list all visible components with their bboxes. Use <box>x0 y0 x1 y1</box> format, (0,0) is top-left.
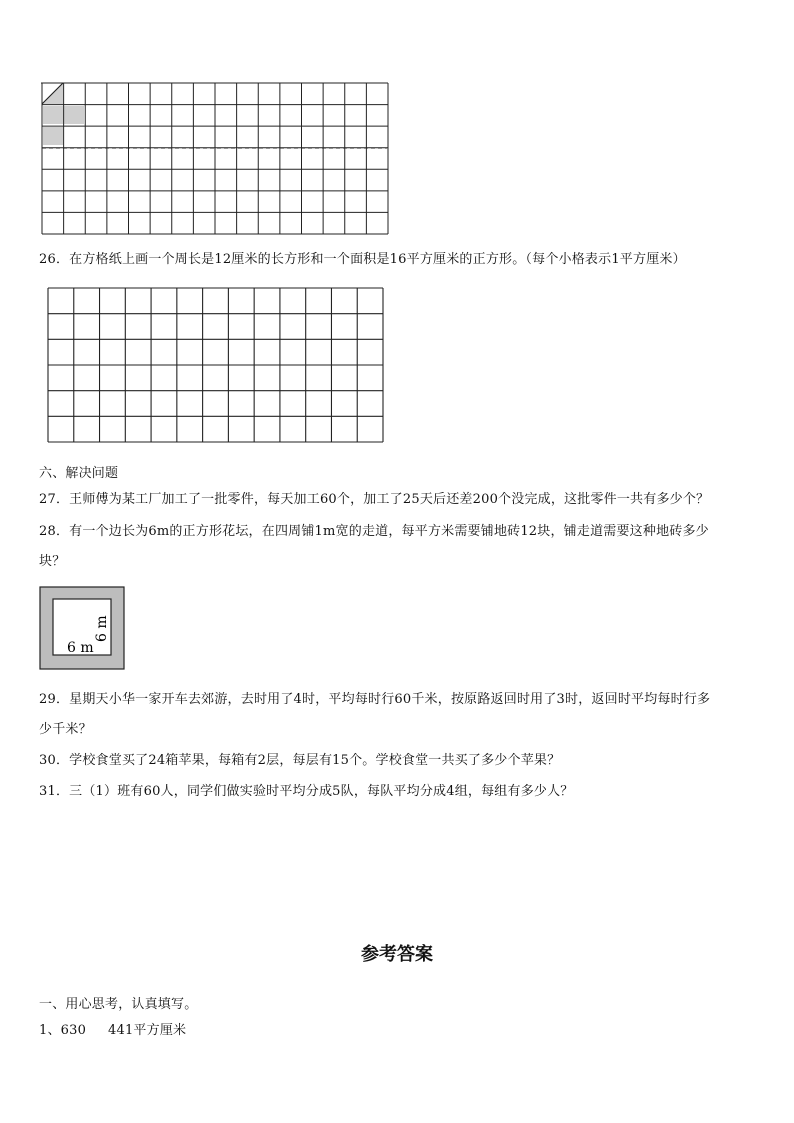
question-27: 27．王师傅为某工厂加工了一批零件，每天加工60个，加工了25天后还差200个没完成，这批零件一共有多少个？ <box>39 492 710 507</box>
question-29-line1: 29．星期天小华一家开车去郊游，去时用了4时，平均每时行60千米，按原路返回时用了3时，返回时平均每时行多 <box>39 692 711 707</box>
answer-1-value: 1、630 <box>39 1023 87 1038</box>
question-29-line2: 少千米？ <box>39 722 92 737</box>
answer-1-second: 441平方厘米 <box>108 1023 187 1038</box>
side-label-right: 6 m <box>94 615 110 642</box>
grid-lines <box>42 83 388 234</box>
section-six-heading: 六、解决问题 <box>39 466 119 481</box>
answers-section-one: 一、用心思考，认真填写。 <box>39 997 198 1012</box>
drawing-grid[interactable] <box>47 287 384 443</box>
question-30: 30．学校食堂买了24箱苹果，每箱有2层，每层有15个。学校食堂一共买了多少个苹果？ <box>39 753 561 768</box>
question-26: 26．在方格纸上画一个周长是12厘米的长方形和一个面积是16平方厘米的正方形。（每个小格表示1平方厘米） <box>39 252 686 267</box>
question-28-line2: 块？ <box>39 554 66 569</box>
question-31: 31．三（1）班有60人，同学们做实验时平均分成5队，每队平均分成4组，每组有多少人？ <box>39 784 574 799</box>
pattern-grid-figure <box>41 82 389 235</box>
answers-title: 参考答案 <box>361 944 433 965</box>
flower-bed-figure <box>39 586 125 670</box>
side-label-bottom: 6 m <box>67 640 94 656</box>
question-28-line1: 28．有一个边长为6m的正方形花坛，在四周铺1m宽的走道，每平方米需要铺地砖12块，铺走道需要这种地砖多少 <box>39 524 709 539</box>
